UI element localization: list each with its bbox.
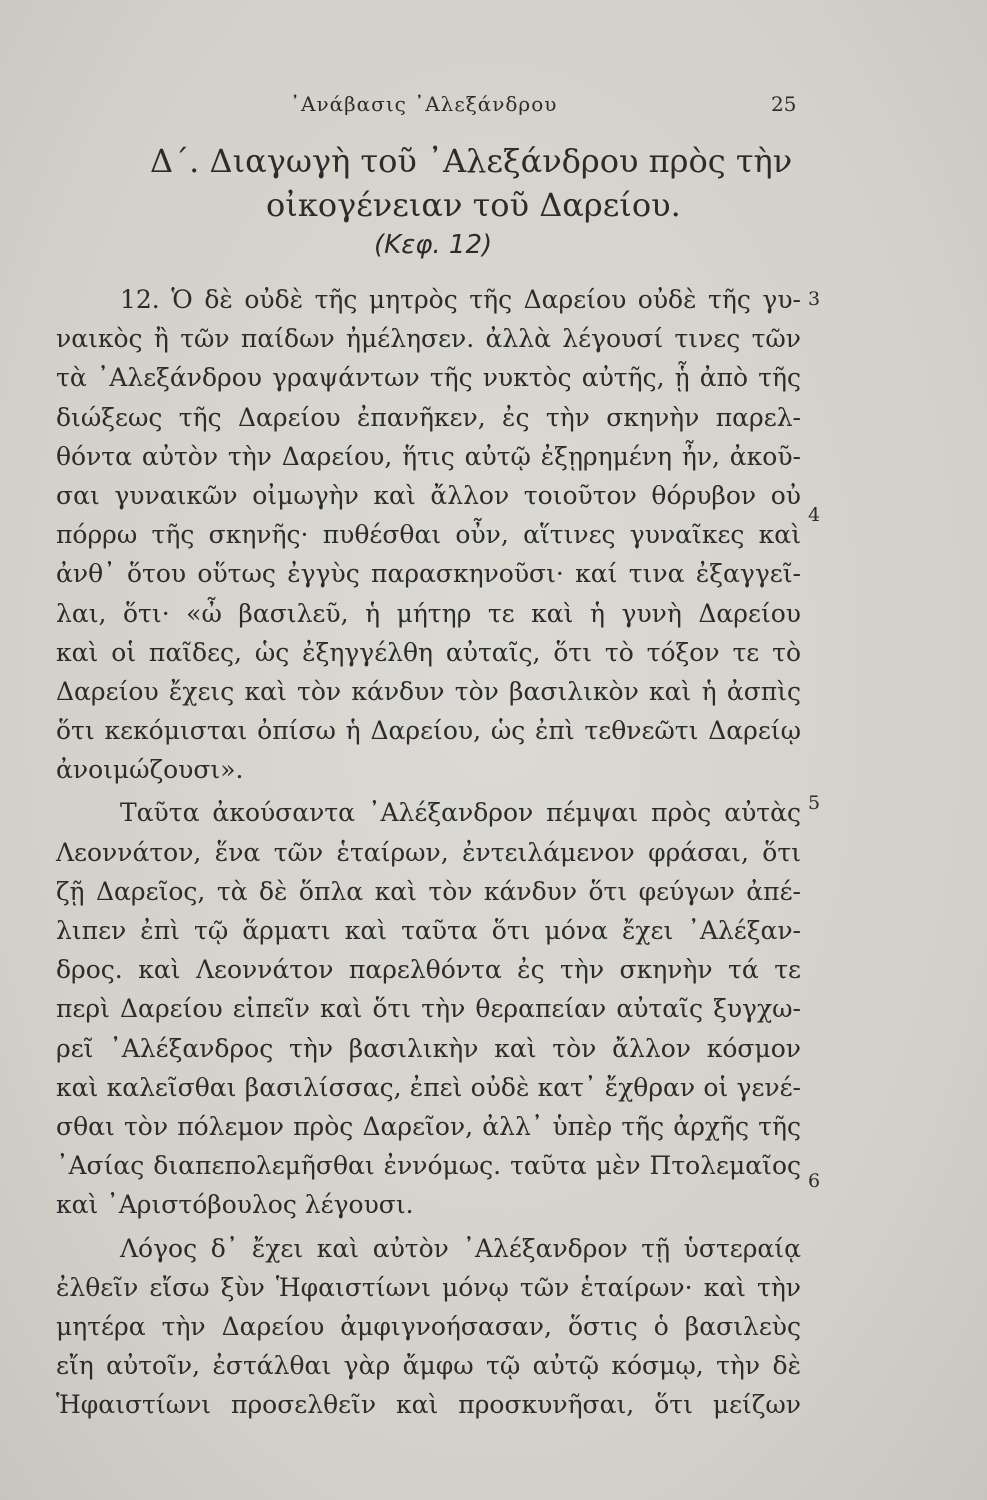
body-text (56, 280, 801, 1424)
text-line: ἀνθ᾽ ὅτου οὕτως ἐγγὺς παρασκηνοῦσι· καί τινα ἐξαγγεῖ- (56, 559, 801, 589)
text-line: ᾽Ασίας διαπεπολεμῆσθαι ἐννόμως. ταῦτα μὲν Πτολεμαῖος (56, 1151, 801, 1181)
text-line: ὅτι κεκόμισται ὀπίσω ἡ Δαρείου, ὡς ἐπὶ τεθνεῶτι Δαρείῳ (56, 716, 801, 746)
text-line: διώξεως τῆς Δαρείου ἐπανῆκεν, ἐς τὴν σκηνὴν παρελ- (56, 402, 801, 432)
text-line: ρεῖ ᾽Αλέξανδρος τὴν βασιλικὴν καὶ τὸν ἄλλον κόσμον (56, 1033, 801, 1063)
text-line: μητέρα τὴν Δαρείου ἀμφιγνοήσασαν, ὅστις ὁ βασιλεὺς (56, 1311, 801, 1341)
text-line: σθαι τὸν πόλεμον πρὸς Δαρεῖον, ἀλλ᾽ ὑπὲρ τῆς ἀρχῆς τῆς (56, 1111, 801, 1141)
text-line: λαι, ὅτι· «ὦ βασιλεῦ, ἡ μήτηρ τε καὶ ἡ γυνὴ Δαρείου (56, 598, 801, 628)
margin-section-number: 4 (808, 504, 821, 526)
text-line: καὶ οἱ παῖδες, ὡς ἐξηγγέλθη αὐταῖς, ὅτι τὸ τόξον τε τὸ (56, 637, 801, 667)
text-line: καὶ ᾽Αριστόβουλος λέγουσι. (56, 1190, 414, 1220)
margin-section-number: 5 (808, 792, 821, 814)
text-line: ζῇ Δαρεῖος, τὰ δὲ ὅπλα καὶ τὸν κάνδυν ὅτι φεύγων ἀπέ- (56, 876, 801, 906)
text-line: ἀνοιμώζουσι». (56, 755, 244, 785)
section-heading-line-2: οἰκογένειαν τοῦ Δαρείου. (266, 186, 681, 224)
text-line: Λόγος δ᾽ ἔχει καὶ αὐτὸν ᾽Αλέξανδρον τῇ ὑστεραίᾳ (120, 1233, 801, 1263)
text-line: ναικὸς ἢ τῶν παίδων ἠμέλησεν. ἀλλὰ λέγουσί τινες τῶν (56, 324, 801, 354)
text-line: ἐλθεῖν εἴσω ξὺν Ἡφαιστίωνι μόνῳ τῶν ἑταίρων· καὶ τὴν (56, 1272, 801, 1302)
text-line: Λεοννάτον, ἕνα τῶν ἑταίρων, ἐντειλάμενον φράσαι, ὅτι (56, 837, 801, 867)
text-line: τὰ ᾽Αλεξάνδρου γραψάντων τῆς νυκτὸς αὐτῆς, ᾗ ἀπὸ τῆς (56, 363, 801, 393)
margin-section-number: 3 (808, 288, 821, 310)
text-line: Δαρείου ἔχεις καὶ τὸν κάνδυν τὸν βασιλικὸν καὶ ἡ ἀσπὶς (56, 676, 801, 706)
text-line: σαι γυναικῶν οἰμωγὴν καὶ ἄλλον τοιοῦτον θόρυβον οὐ (56, 480, 801, 510)
text-line: εἴη αὐτοῖν, ἐστάλθαι γὰρ ἄμφω τῷ αὐτῷ κόσμῳ, τὴν δὲ (56, 1351, 801, 1381)
text-line: καὶ καλεῖσθαι βασιλίσσας, ἐπεὶ οὐδὲ κατ᾽ ἔχθραν οἱ γενέ- (56, 1072, 801, 1102)
text-line: λιπεν ἐπὶ τῷ ἅρματι καὶ ταῦτα ὅτι μόνα ἔχει ᾽Αλέξαν- (56, 916, 801, 945)
text-line: περὶ Δαρείου εἰπεῖν καὶ ὅτι τὴν θεραπείαν αὐταῖς ξυγχω- (56, 994, 801, 1024)
page-number: 25 (771, 92, 797, 116)
text-line: δρος. καὶ Λεοννάτον παρελθόντα ἐς τὴν σκηνὴν τά τε (56, 955, 801, 985)
text-line: Ταῦτα ἀκούσαντα ᾽Αλέξανδρον πέμψαι πρὸς αὐτὰς (120, 798, 801, 828)
text-line: Ἡφαιστίωνι προσελθεῖν καὶ προσκυνῆσαι, ὅτι μείζων (56, 1390, 801, 1420)
running-head: ᾽Ανάβασις ᾽Αλεξάνδρου (290, 92, 558, 116)
chapter-reference: (Κεφ. 12) (374, 230, 493, 260)
text-line: θόντα αὐτὸν τὴν Δαρείου, ἥτις αὐτῷ ἐξῃρημένη ἦν, ἀκοῦ- (56, 441, 801, 471)
text-line: 12. Ὁ δὲ οὐδὲ τῆς μητρὸς τῆς Δαρείου οὐδὲ τῆς γυ- (120, 285, 801, 314)
margin-section-number: 6 (808, 1170, 821, 1192)
section-heading-line-1: Δ΄. Διαγωγὴ τοῦ ᾽Αλεξάνδρου πρὸς τὴν (150, 142, 793, 180)
text-line: πόρρω τῆς σκηνῆς· πυθέσθαι οὖν, αἵτινες γυναῖκες καὶ (56, 520, 801, 550)
